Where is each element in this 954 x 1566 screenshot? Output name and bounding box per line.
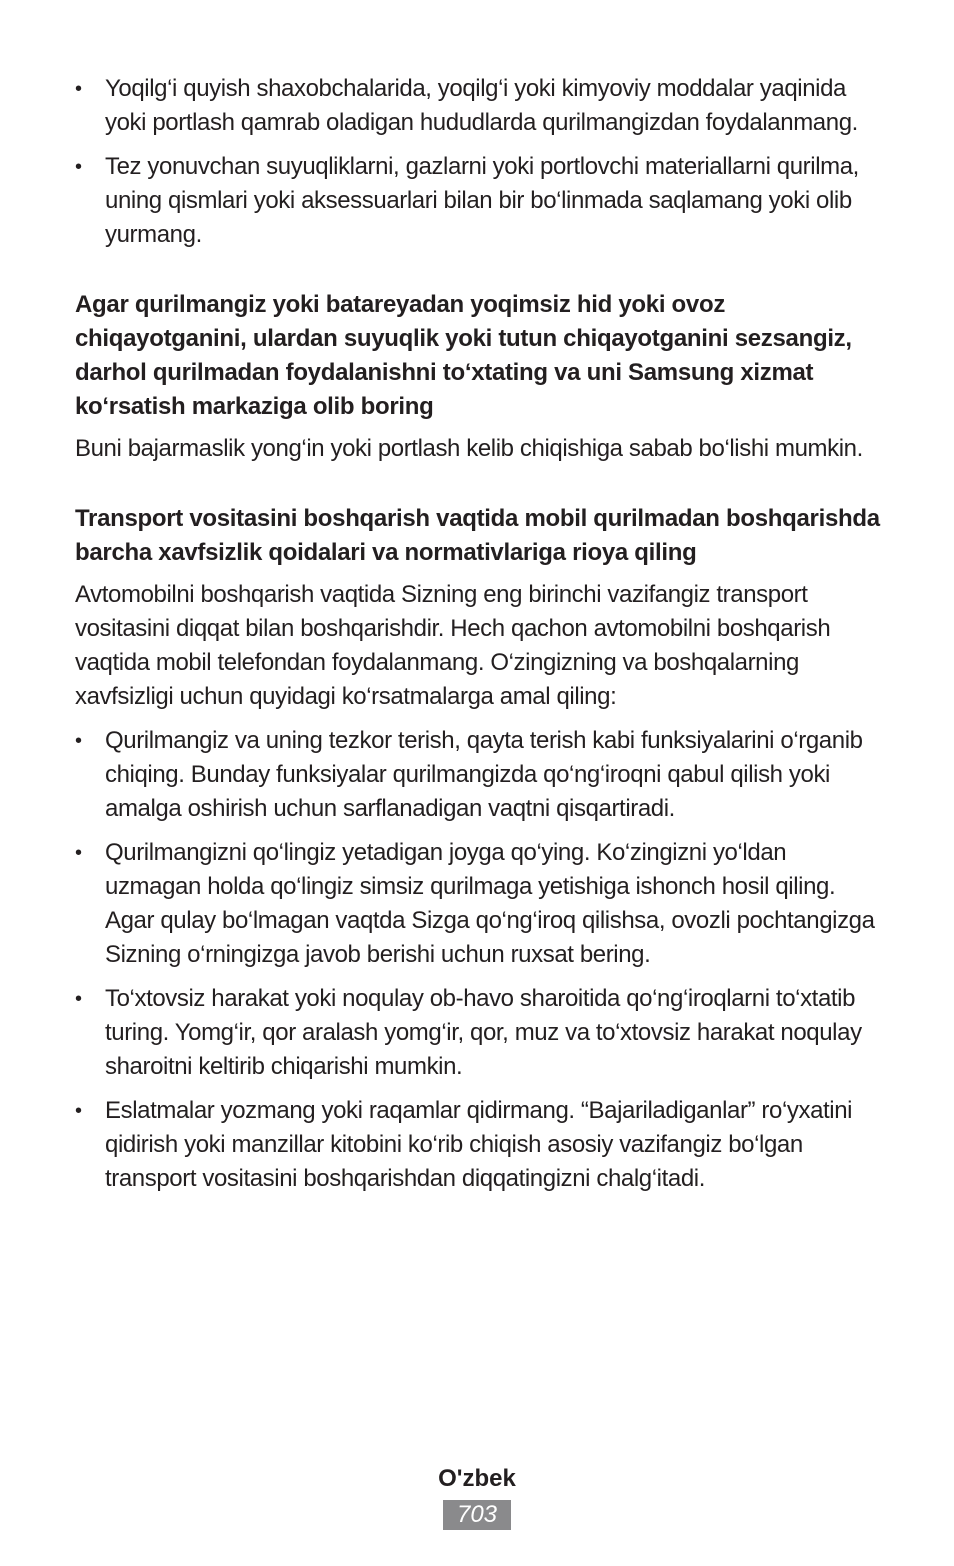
list-item-text: Yoqilg‘i quyish shaxobchalarida, yoqilg‘i yoki kimyoviy moddalar yaqinida yoki portlash qamrab oladigan hududlarda qurilmangizdan foydalanmang. [105,75,858,136]
list-item [75,982,885,1084]
bullet-icon: • [75,1100,82,1122]
bullet-icon: • [75,842,82,864]
bullet-icon: • [75,988,82,1010]
top-bullet-list [75,72,885,252]
list-item-text: Eslatmalar yozmang yoki raqamlar qidirmang. “Bajariladiganlar” ro‘yxatini qidirish yoki manzillar kitobini ko‘rib chiqish asosiy vazifangiz bo‘lgan transport vositasini boshqarishdan diqqatingizni chalg‘itadi. [105,1097,853,1192]
list-item-text: Qurilmangizni qo‘lingiz yetadigan joyga qo‘ying. Ko‘zingizni yo‘ldan uzmagan holda qo‘lingiz simsiz qurilmaga yetishiga ishonch hosil qiling. Agar qulay bo‘lmagan vaqtda Sizga qo‘ng‘iroq qilishsa, ovozli pochtangizga Sizning o‘rningizga javob berishi uchun ruxsat bering. [105,839,875,968]
list-item-text: Tez yonuvchan suyuqliklarni, gazlarni yoki portlovchi materiallarni qurilma, uning qismlari yoki aksessuarlari bilan bir bo‘linmada saqlamang yoki olib yurmang. [105,153,859,248]
list-item [75,724,885,826]
section-body-driving: Avtomobilni boshqarish vaqtida Sizning eng birinchi vazifangiz transport vositasini diqqat bilan boshqarishdir. Hech qachon avtomobilni boshqarish vaqtida mobil telefondan foydalanmang. O‘zingizning va boshqalarning xavfsizligi uchun quyidagi ko‘rsatmalarga amal qiling: [75,581,831,710]
section-heading-driving: Transport vositasini boshqarish vaqtida mobil qurilmadan boshqarishda barcha xavfsizlik qoidalari va normativlariga rioya qiling [75,505,880,566]
footer-language: O'zbek [438,1465,516,1492]
driving-bullet-list [75,724,885,1196]
page-number: 703 [443,1500,511,1530]
page-content [75,72,885,1206]
page-footer [0,1462,954,1530]
list-item-text: To‘xtovsiz harakat yoki noqulay ob-havo sharoitida qo‘ng‘iroqlarni to‘xtatib turing. Yomg‘ir, qor aralash yomg‘ir, qor, muz va to‘xtovsiz harakat noqulay sharoitni keltirib chiqarishi mumkin. [105,985,862,1080]
list-item [75,150,885,252]
bullet-icon: • [75,730,82,752]
list-item-text: Qurilmangiz va uning tezkor terish, qayta terish kabi funksiyalarini o‘rganib chiqing. Bunday funksiyalar qurilmangizda qo‘ng‘iroqni qabul qilish yoki amalga oshirish uchun sarflanadigan vaqtni qisqartiradi. [105,727,863,822]
list-item [75,836,885,972]
list-item [75,1094,885,1196]
bullet-icon: • [75,78,82,100]
list-item [75,72,885,140]
section-heading-battery: Agar qurilmangiz yoki batareyadan yoqimsiz hid yoki ovoz chiqayotganini, ulardan suyuqlik yoki tutun chiqayotganini sezsangiz, darhol qurilmadan foydalanishni to‘xtating va uni Samsung xizmat ko‘rsatish markaziga olib boring [75,291,852,420]
section-body-battery: Buni bajarmaslik yong‘in yoki portlash kelib chiqishiga sabab bo‘lishi mumkin. [75,435,863,462]
bullet-icon: • [75,156,82,178]
